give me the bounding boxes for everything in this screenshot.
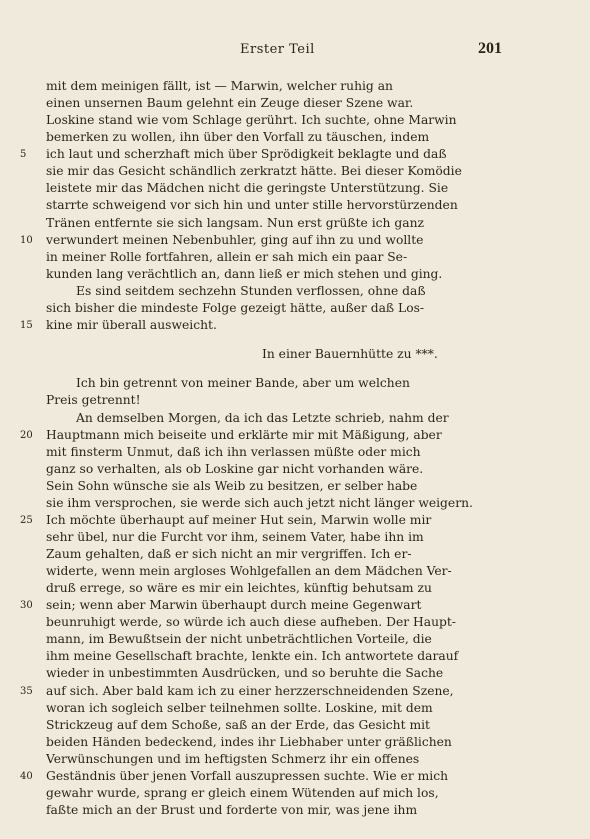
text-line: Loskine stand wie vom Schlage gerührt. Ich suchte, ohne Marwin [46, 113, 457, 128]
text-line: auf sich. Aber bald kam ich zu einer herzzerschneidenden Szene, [46, 683, 454, 698]
text-line: sich bisher die mindeste Folge gezeigt hätte, außer daß Los- [46, 300, 425, 315]
line-number: 20 [20, 429, 33, 441]
text-line: sie mir das Gesicht schändlich zerkratzt hätte. Bei dieser Komödie [46, 164, 462, 179]
line-number: 25 [20, 514, 33, 526]
text-line: gewahr wurde, sprang er gleich einem Wütenden auf mich los, [46, 785, 439, 800]
text-line: Preis getrennt! [46, 393, 141, 408]
text-line: Geständnis über jenen Vorfall auszupressen suchte. Wie er mich [46, 768, 449, 783]
text-line: faßte mich an der Brust und forderte von mir, was jene ihm [46, 802, 418, 817]
text-line: mann, im Bewußtsein der nicht unbeträchtlichen Vorteile, die [46, 632, 432, 647]
page-number: 201 [478, 40, 502, 57]
text-line: Zaum gehalten, daß er sich nicht an mir vergriffen. Ich er- [46, 547, 412, 561]
text-line: kunden lang verächtlich an, dann ließ er mich stehen und ging. [46, 266, 443, 281]
text-line: wieder in unbestimmten Ausdrücken, und so beruhte die Sache [46, 666, 444, 681]
text-line: ich laut und scherzhaft mich über Sprödigkeit beklagte und daß [46, 147, 447, 162]
text-line: starrte schweigend vor sich hin und unter stille hervorstürzenden [46, 198, 458, 213]
text-line: mit dem meinigen fällt, ist — Marwin, welcher ruhig an [46, 79, 393, 93]
running-title: Erster Teil [240, 42, 315, 57]
text-line: Strickzeug auf dem Schoße, saß an der Erde, das Gesicht mit [46, 717, 430, 732]
text-line: sein; wenn aber Marwin überhaupt durch meine Gegenwart [46, 598, 422, 613]
line-number: 10 [20, 234, 33, 246]
text-line: ihm meine Gesellschaft brachte, lenkte ein. Ich antwortete darauf [46, 649, 459, 664]
text-line: mit finsterm Unmut, daß ich ihn verlassen müßte oder mich [46, 444, 421, 459]
text-line: in meiner Rolle fortfahren, allein er sah mich ein paar Se- [46, 249, 408, 264]
text-line: Es sind seitdem sechzehn Stunden verflossen, ohne daß [76, 283, 426, 298]
text-line: sehr übel, nur die Furcht vor ihm, seinem Vater, habe ihn im [46, 529, 424, 544]
text-line: beiden Händen bedeckend, indes ihr Liebhaber unter gräßlichen [46, 734, 452, 749]
line-number: 40 [20, 770, 33, 782]
line-number: 5 [20, 149, 27, 161]
text-line: An demselben Morgen, da ich das Letzte schrieb, nahm der [76, 410, 449, 425]
line-number: 35 [20, 685, 33, 697]
text-line: sie ihm versprochen, sie werde sich auch jetzt nicht länger weigern. [46, 495, 473, 510]
text-line: woran ich sogleich selber teilnehmen sollte. Loskine, mit dem [46, 700, 433, 715]
text-line: verwundert meinen Nebenbuhler, ging auf ihn zu und wollte [46, 232, 424, 247]
text-line: beunruhigt werde, so würde ich auch diese aufheben. Der Haupt- [46, 615, 456, 630]
place-heading: In einer Bauernhütte zu ***. [262, 347, 438, 362]
text-line: Verwünschungen und im heftigsten Schmerz ihr ein offenes [46, 751, 420, 766]
page-header [0, 42, 590, 62]
text-line: Hauptmann mich beiseite und erklärte mir mit Mäßigung, aber [46, 427, 442, 442]
text-line: druß erregе, so wäre es mir ein leichtes, künftig behutsam zu [46, 581, 432, 596]
text-line: bemerken zu wollen, ihn über den Vorfall zu täuschen, indem [46, 130, 430, 145]
line-number: 15 [20, 319, 33, 331]
text-line: leistete mir das Mädchen nicht die geringste Unterstützung. Sie [46, 181, 449, 196]
text-line: ganz so verhalten, als ob Loskine gar nicht vorhanden wäre. [46, 461, 424, 476]
text-line: einen unsernen Baum gelehnt ein Zeuge dieser Szene war. [46, 96, 414, 111]
text-line: Sein Sohn wünsche sie als Weib zu besitzen, er selber habe [46, 478, 418, 493]
line-number: 30 [20, 600, 33, 612]
text-line: Ich möchte überhaupt auf meiner Hut sein, Marwin wolle mir [46, 512, 432, 527]
text-line: kine mir überall ausweicht. [46, 317, 217, 332]
text-line: widerte, wenn mein argloses Wohlgefallen an dem Mädchen Ver- [46, 564, 452, 579]
text-line: Ich bin getrennt von meiner Bande, aber um welchen [76, 376, 410, 391]
text-line: Tränen entfernte sie sich langsam. Nun erst grüßte ich ganz [46, 215, 424, 230]
